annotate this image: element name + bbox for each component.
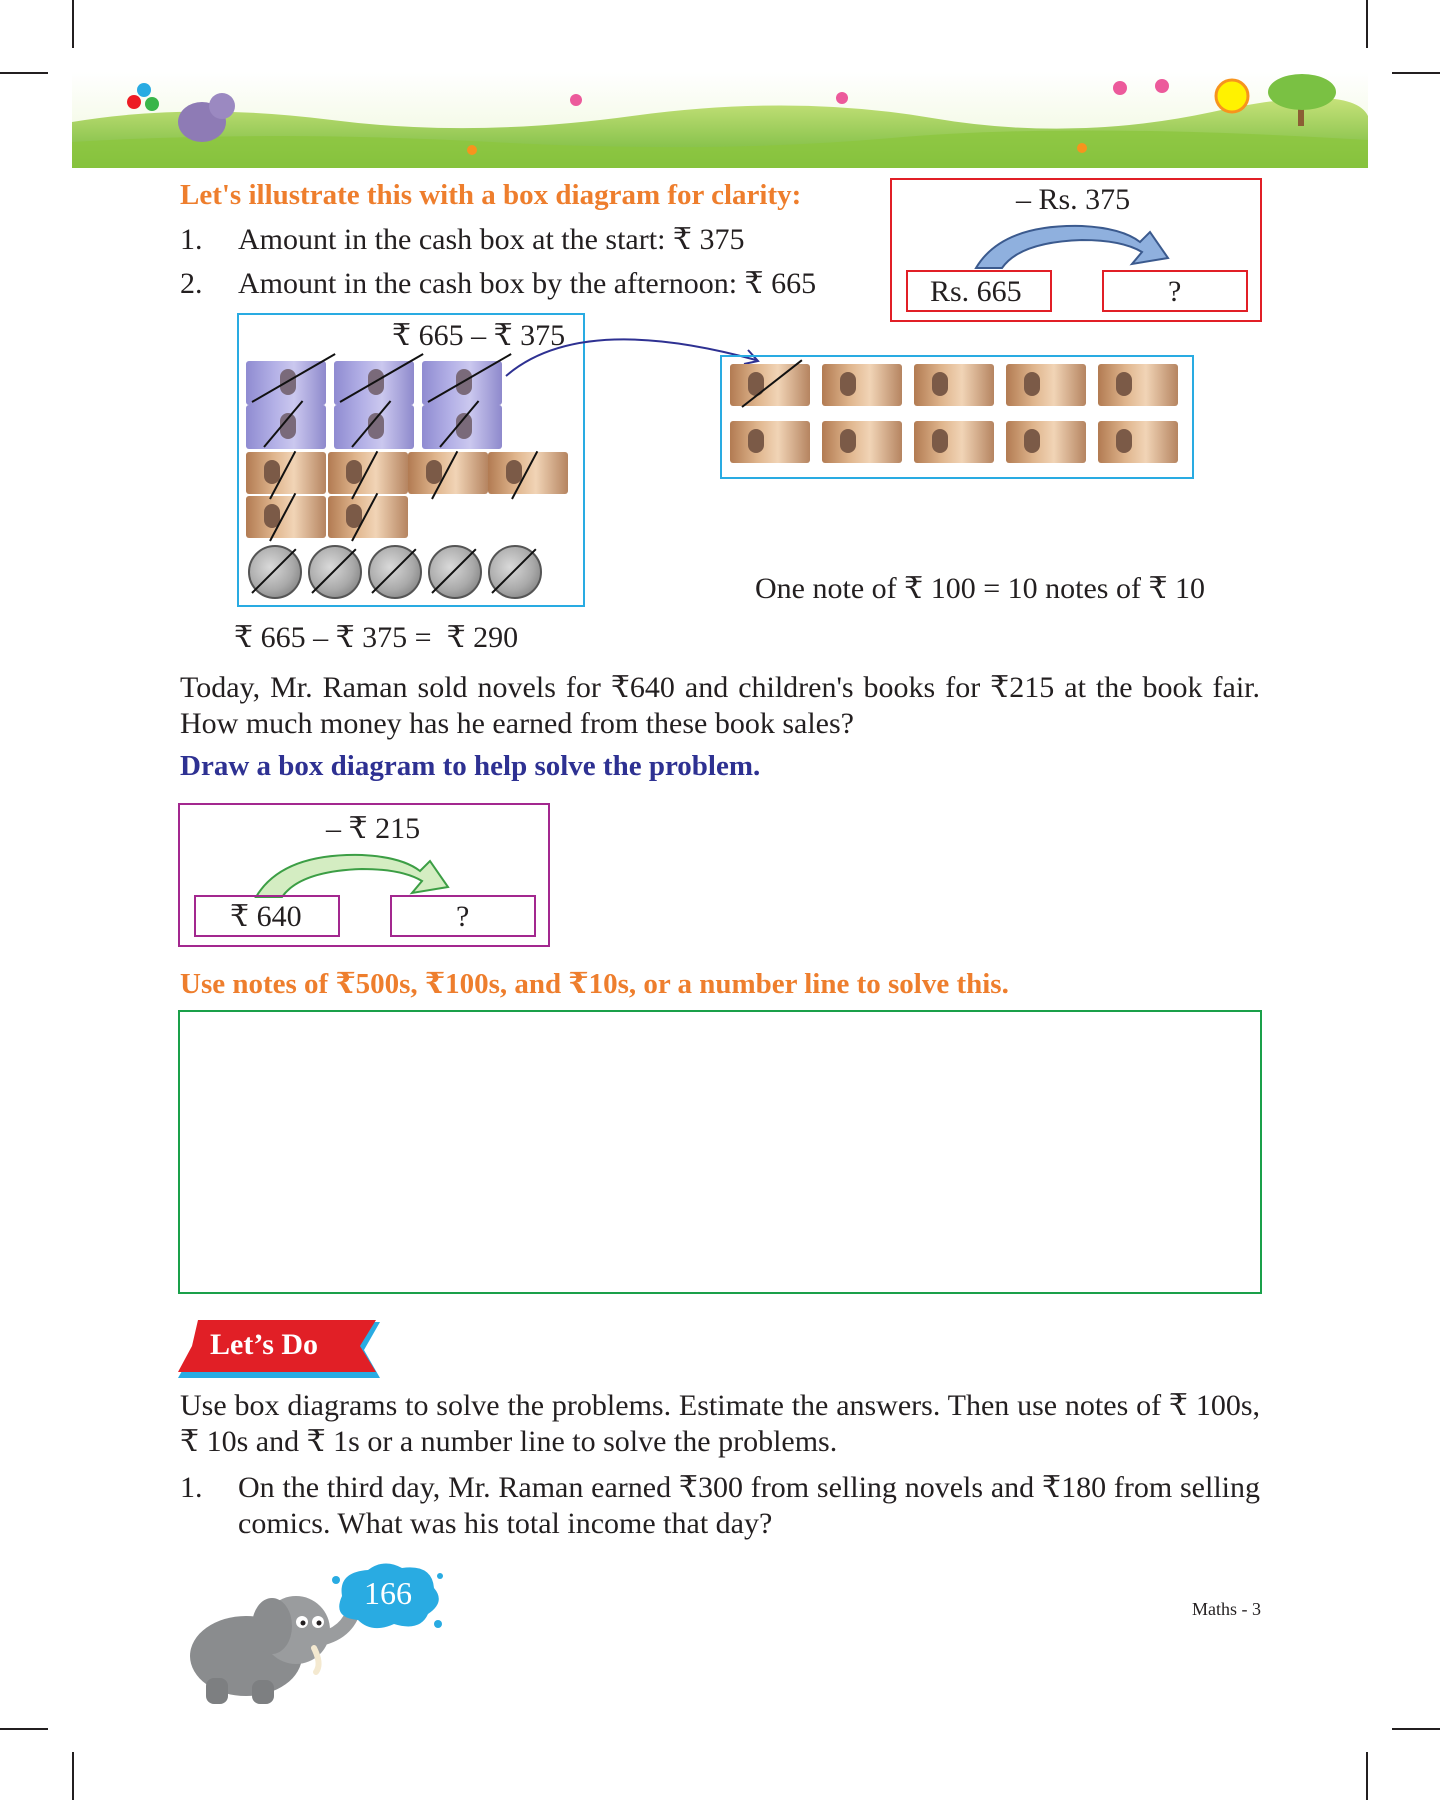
ten-rupee-note bbox=[1098, 364, 1178, 406]
list-item-number: 1. bbox=[180, 223, 203, 256]
list-item: Amount in the cash box by the afternoon: ₹ 665 bbox=[238, 267, 817, 300]
box-diagram-label: – Rs. 375 bbox=[1016, 183, 1131, 216]
one-rupee-coin bbox=[248, 545, 302, 599]
lets-do-intro: Use box diagrams to solve the problems. Estimate the answers. Then use notes of ₹ 100s, ₹ 10s and ₹ 1s or a number line to solve the problems. bbox=[180, 1389, 1260, 1458]
ten-rupee-note bbox=[328, 496, 408, 538]
page-number: 166 bbox=[364, 1575, 412, 1611]
ten-rupee-note bbox=[246, 452, 326, 494]
ten-rupee-note bbox=[328, 452, 408, 494]
crop-mark bbox=[1366, 0, 1368, 48]
one-rupee-coin bbox=[428, 545, 482, 599]
notes-instruction: Use notes of ₹500s, ₹100s, and ₹10s, or a number line to solve this. bbox=[180, 968, 1009, 1000]
ten-rupee-note bbox=[488, 452, 568, 494]
instruction-heading: Draw a box diagram to help solve the problem. bbox=[180, 750, 761, 782]
hundred-rupee-note bbox=[246, 405, 326, 449]
ten-rupee-note bbox=[730, 421, 810, 463]
ten-rupee-note bbox=[822, 421, 902, 463]
hundred-rupee-note bbox=[422, 405, 502, 449]
box-diagram-2 bbox=[178, 803, 550, 947]
crop-mark bbox=[1392, 72, 1440, 74]
list-item-number: 1. bbox=[180, 1471, 203, 1504]
book-title: Maths - 3 bbox=[1192, 1599, 1261, 1619]
result-value: ? bbox=[456, 900, 470, 933]
ten-rupee-note bbox=[246, 496, 326, 538]
lets-do-title: Let’s Do bbox=[210, 1328, 319, 1361]
ten-rupee-note bbox=[914, 421, 994, 463]
crop-mark bbox=[72, 1752, 74, 1800]
box-diagram-1 bbox=[890, 178, 1262, 322]
crop-mark bbox=[1366, 1752, 1368, 1800]
list-item-number: 2. bbox=[180, 267, 203, 300]
ten-rupee-note bbox=[822, 364, 902, 406]
list-item: On the third day, Mr. Raman earned ₹300 from selling novels and ₹180 from selling comics. What was his total income that day? bbox=[238, 1471, 1260, 1540]
list-item: Amount in the cash box at the start: ₹ 375 bbox=[238, 223, 745, 256]
ten-rupee-note bbox=[1006, 421, 1086, 463]
start-value: Rs. 665 bbox=[930, 275, 1022, 308]
result-value: ? bbox=[1168, 275, 1182, 308]
subtraction-result: ₹ 665 – ₹ 375 = ₹ 290 bbox=[234, 621, 519, 654]
conversion-note: One note of ₹ 100 = 10 notes of ₹ 10 bbox=[755, 572, 1206, 605]
crop-mark bbox=[0, 1728, 48, 1730]
ten-rupee-note bbox=[1006, 364, 1086, 406]
crop-mark bbox=[1392, 1728, 1440, 1730]
one-rupee-coin bbox=[308, 545, 362, 599]
start-value: ₹ 640 bbox=[230, 900, 302, 933]
crop-mark bbox=[72, 0, 74, 48]
ten-rupee-note bbox=[914, 364, 994, 406]
money-box-label: ₹ 665 – ₹ 375 bbox=[392, 319, 566, 352]
one-rupee-coin bbox=[488, 545, 542, 599]
crop-mark bbox=[0, 72, 48, 74]
one-rupee-coin bbox=[368, 545, 422, 599]
hundred-rupee-note bbox=[334, 405, 414, 449]
ten-rupee-note bbox=[1098, 421, 1178, 463]
problem-text: Today, Mr. Raman sold novels for ₹640 and children's books for ₹215 at the book fair. How much money has he earned from these book sales? bbox=[180, 671, 1260, 740]
curved-arrow-icon bbox=[252, 849, 452, 901]
box-diagram-label: – ₹ 215 bbox=[326, 812, 421, 845]
answer-area[interactable] bbox=[178, 1010, 1262, 1294]
section-heading: Let's illustrate this with a box diagram for clarity: bbox=[180, 179, 802, 211]
header-banner bbox=[72, 72, 1368, 168]
curved-arrow-icon bbox=[972, 220, 1172, 272]
ten-rupee-note bbox=[408, 452, 488, 494]
